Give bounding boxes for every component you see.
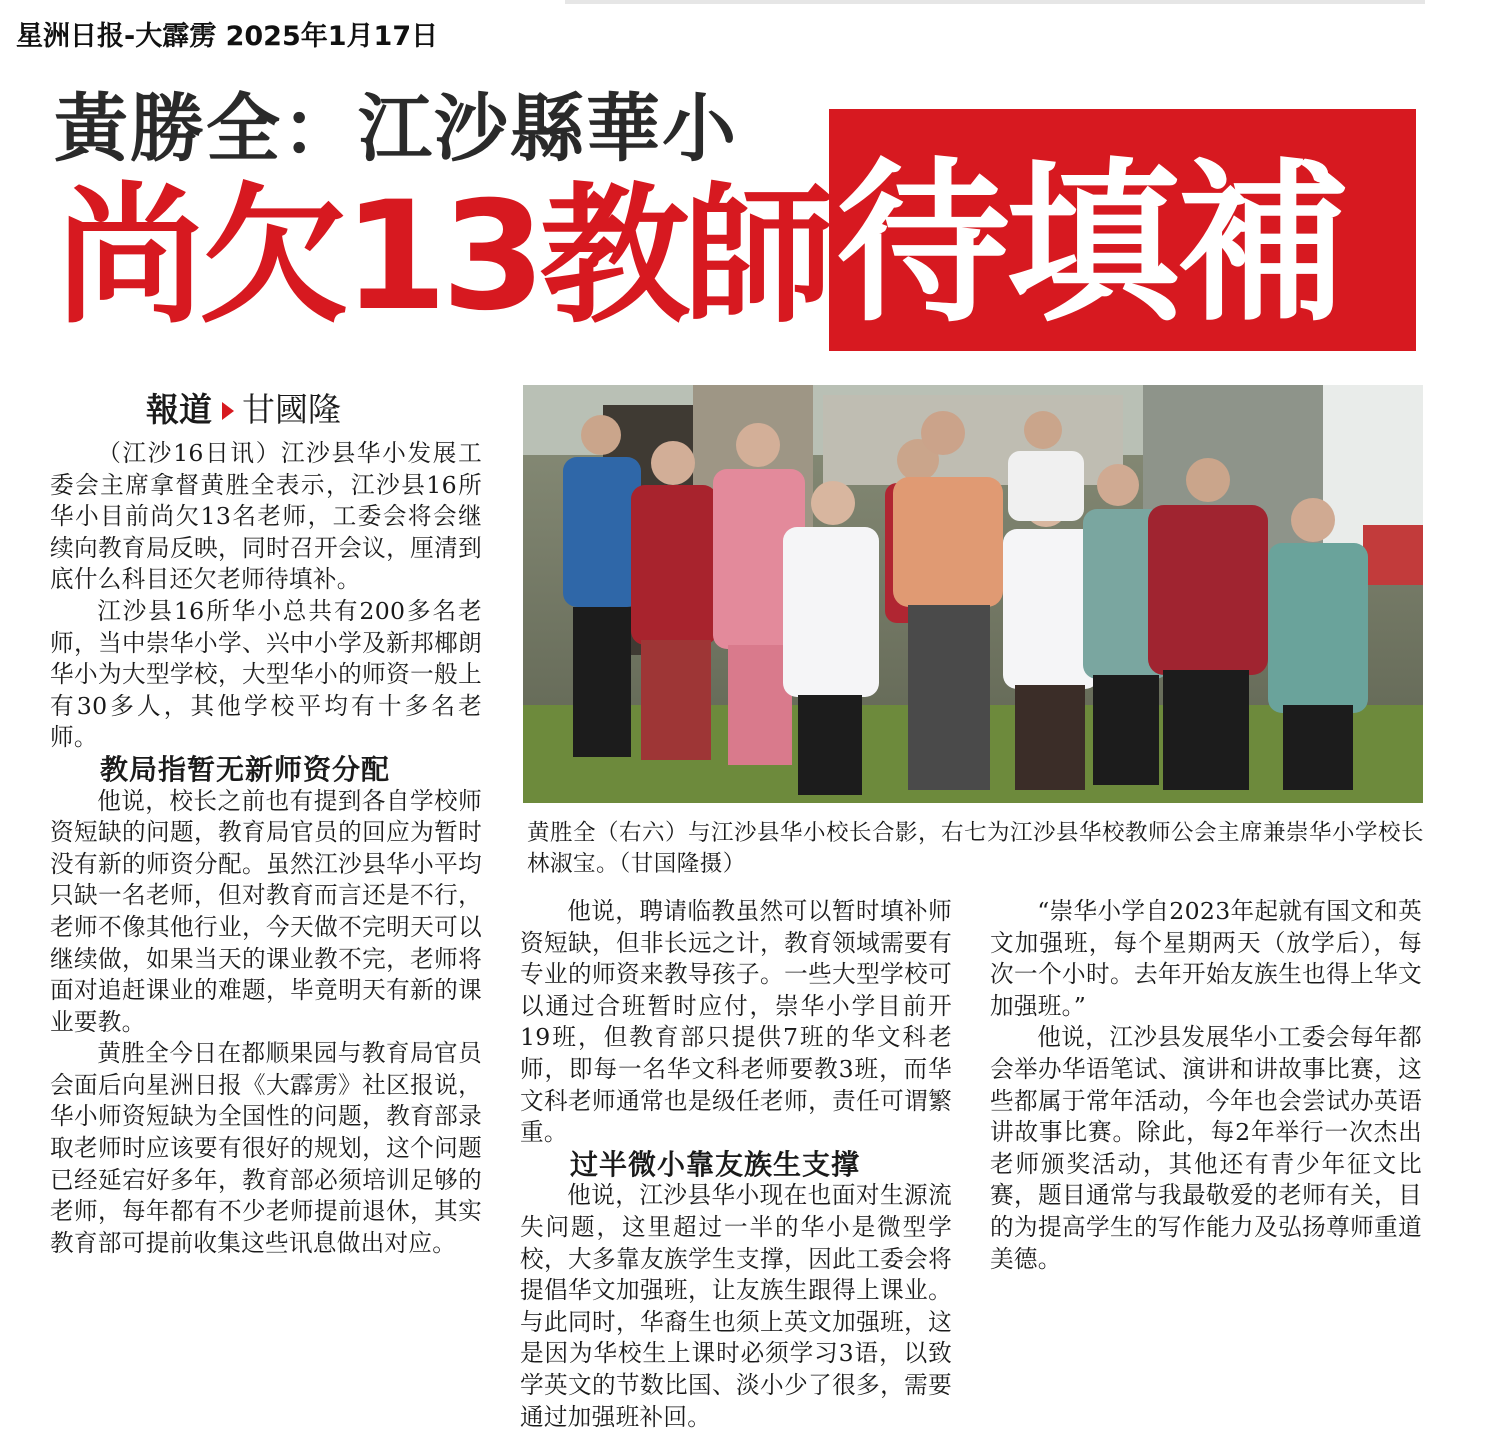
byline-label: 報道 xyxy=(146,390,212,429)
photo-caption: 黄胜全（右六）与江沙县华小校长合影，右七为江沙县华校教师公会主席兼崇华小学校长林淑宝。（甘国隆摄） xyxy=(527,820,1425,877)
byline-arrow-icon xyxy=(222,402,234,420)
paragraph: （江沙16日讯）江沙县华小发展工委会主席拿督黄胜全表示，江沙县16所华小目前尚欠13名老师，工委会将会继续向教育局反映，同时召开会议，厘清到底什么科目还欠老师待填补。 xyxy=(50,439,482,594)
paragraph: 黄胜全今日在都顺果园与教育局官员会面后向星洲日报《大霹雳》社区报说，华小师资短缺为全国性的问题，教育部录取老师时应该要有很好的规划，这个问题已经延宕好多年，教育部必须培训足够的老师，每年都有不少老师提前退休，其实教育部可提前收集这些讯息做出对应。 xyxy=(50,1039,482,1257)
headline-line2: 尚欠13教師 xyxy=(55,170,828,344)
article-column-3 xyxy=(990,896,1422,1275)
headline-boxed-text: 待填補 xyxy=(836,143,1347,346)
headline-line1: 黃勝全：江沙縣華小 xyxy=(54,86,738,172)
subheading: 过半微小靠友族生支撑 xyxy=(570,1147,861,1181)
byline xyxy=(146,384,341,431)
group-photo xyxy=(523,385,1423,803)
paragraph: “崇华小学自2023年起就有国文和英文加强班，每个星期两天（放学后），每次一个小时。去年开始友族生也得上华文加强班。” xyxy=(990,897,1422,1020)
masthead: 星洲日报-大霹雳 2025年1月17日 xyxy=(16,21,439,52)
paragraph: 他说，聘请临教虽然可以暂时填补师资短缺，但非长远之计，教育领域需要有专业的师资来教导孩子。一些大型学校可以通过合班暂时应付，崇华小学目前开19班，但教育部只提供7班的华文科老师，即每一名华文科老师要教3班，而华文科老师通常也是级任老师，责任可谓繁重。 xyxy=(520,897,952,1147)
article-column-2 xyxy=(520,896,952,1433)
paragraph: 他说，江沙县华小现在也面对生源流失问题，这里超过一半的华小是微型学校，大多靠友族学生支撑，因此工委会将提倡华文加强班，让友族生跟得上课业。与此同时，华裔生也须上英文加强班，这是因为华校生上课时必须学习3语，以致学英文的节数比国、淡小少了很多，需要通过加强班补回。 xyxy=(520,1181,952,1431)
top-rule xyxy=(565,0,1425,4)
article-column-1 xyxy=(50,438,482,1259)
subheading: 教局指暂无新师资分配 xyxy=(100,752,391,786)
paragraph: 他说，江沙县发展华小工委会每年都会举办华语笔试、演讲和讲故事比赛，这些都属于常年活动，今年也会尝试办英语讲故事比赛。除此，每2年举行一次杰出老师颁奖活动，其他还有青少年征文比赛，题目通常与我最敬爱的老师有关，目的为提高学生的写作能力及弘扬尊师重道美德。 xyxy=(990,1023,1422,1273)
paragraph: 江沙县16所华小总共有200多名老师，当中崇华小学、兴中小学及新邦椰朗华小为大型学校，大型华小的师资一般上有30多人，其他学校平均有十多名老师。 xyxy=(50,596,482,752)
paragraph: 他说，校长之前也有提到各自学校师资短缺的问题，教育局官员的回应为暂时没有新的师资分配。虽然江沙县华小平均只缺一名老师，但对教育而言还是不行，老师不像其他行业，今天做不完明天可以继续做，如果当天的课业教不完，老师将面对追赶课业的难题，毕竟明天有新的课业要教。 xyxy=(50,786,482,1036)
byline-author: 甘國隆 xyxy=(242,390,341,429)
